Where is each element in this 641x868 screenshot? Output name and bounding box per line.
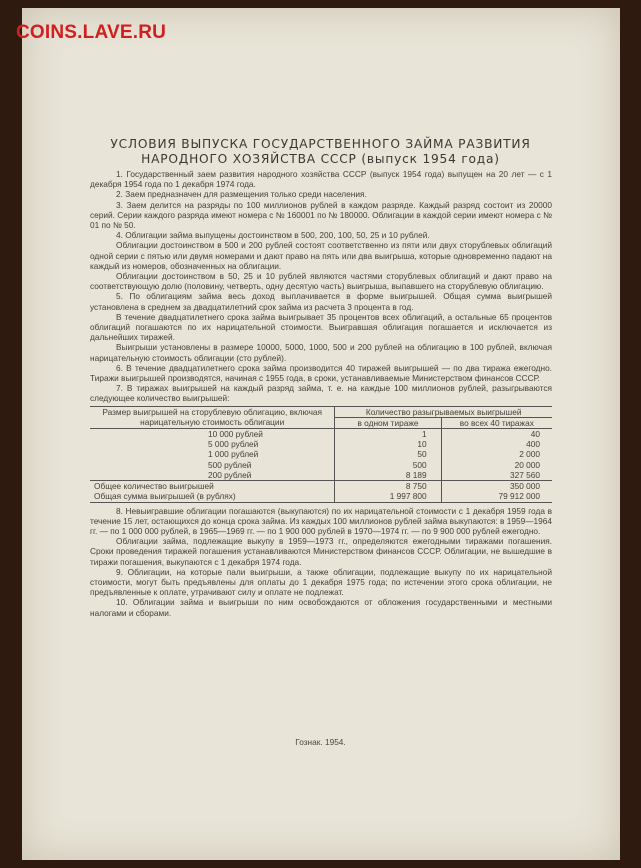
paragraph: Облигации достоинством в 50, 25 и 10 рублей являются частями сторублевых облигаций и дают право на соответствующую долю (половину, четверть, одну десятую часть) выигрыша, выпавшего на сторублевую облигацию. <box>90 271 552 292</box>
table-row <box>90 449 552 459</box>
paragraph: Облигации займа, подлежащие выкупу в 1959—1973 гг., определяются ежегодными тиражами погашения. Сроки проведения тиражей погашения устанавливаются Министерством финансов СССР. Облигации, не вышедшие в тиражи погашения, выкупаются с 1 декабря 1974 года. <box>90 536 552 567</box>
all-draws-cell: 350 000 <box>441 481 552 492</box>
title-line-1: УСЛОВИЯ ВЫПУСКА ГОСУДАРСТВЕННОГО ЗАЙМА РАЗВИТИЯ <box>110 137 531 151</box>
paragraph: 3. Заем делится на разряды по 100 миллионов рублей в каждом разряде. Каждый разряд состоит из 20000 серий. Серии каждого разряда имеют номера с № 160001 по № 180000. Облигации в каждой серии имеют номера с № 01 по № 50. <box>90 199 552 231</box>
paragraph: 10. Облигации займа и выигрыши по ним освобождаются от обложения государственными и местными налогами и сборами. <box>90 597 552 618</box>
paragraph: 1. Государственный заем развития народного хозяйства СССР (выпуск 1954 года) выпущен на 20 лет — с 1 декабря 1954 года по 1 декабря 1974 года. <box>90 169 552 190</box>
paragraph: 4. Облигации займа выпущены достоинством в 500, 200, 100, 50, 25 и 10 рублей. <box>116 230 430 241</box>
paragraph: В течение двадцатилетнего срока займа выигрывает 35 процентов всех облигаций, а остальные 65 процентов облигаций погашаются по их нарицательной стоимости. Выигравшая облигация погашается и исключается из дальнейших тиражей. <box>90 311 552 343</box>
prize-size-header: Размер выигрышей на сторублевую облигацию, включая нарицательную стоимость облигации <box>90 406 335 428</box>
paragraph: 7. В тиражах выигрышей на каждый разряд займа, т. е. на каждые 100 миллионов рублей, разыгрываются следующее количество выигрышей: <box>90 383 552 404</box>
table-row <box>90 429 552 440</box>
prize-size-cell: 1 000 рублей <box>90 449 335 459</box>
site-watermark: COINS.LAVE.RU <box>16 22 167 43</box>
paragraph: Выигрыши установлены в размере 10000, 5000, 1000, 500 и 200 рублей на облигацию в 100 рублей, включая нарицательную стоимость облигации (сто рублей). <box>90 342 552 363</box>
per-draw-cell: 1 997 800 <box>335 491 441 502</box>
all-draws-cell: 327 560 <box>510 469 540 480</box>
per-draw-cell: 50 <box>335 449 441 459</box>
prize-count-header: Количество разыгрываемых выигрышей <box>335 406 552 417</box>
all-draws-cell: 79 912 000 <box>441 491 552 502</box>
paragraph: 9. Облигации, на которые пали выигрыши, а также облигации, подлежащие выкупу по их нарицательной стоимости, могут быть предъявлены для оплаты до 1 декабря 1975 года; по истечении этого срока облигации, не предъявленные к оплате, утрачивают силу и оплате не подлежат. <box>90 566 552 598</box>
per-draw-cell: 500 <box>335 460 441 470</box>
paragraph: 5. По облигациям займа весь доход выплачивается в форме выигрышей. Общая сумма выигрышей установлена в среднем за двадцатилетний срок займа из расчета 3 процента в год. <box>90 291 552 312</box>
prize-size-cell: 10 000 рублей <box>90 429 335 440</box>
per-draw-header: в одном тираже <box>335 417 441 428</box>
all-draws-cell: 2 000 <box>519 449 540 460</box>
all-draws-cell: 40 <box>530 429 540 440</box>
total-row <box>90 491 552 502</box>
table-row <box>90 439 552 449</box>
paragraph: 8. Невыигравшие облигации погашаются (выкупаются) по их нарицательной стоимости с 1 декабря 1959 года в течение 15 лет, остающихся до конца срока займа. Из каждых 100 миллионов рублей займа выкупаются: в 1959—1964 гг. — по 1 000 000 рублей, в 1965—1969 гг. — по 1 900 000 рублей в 1970—1974 гг. — по 9 900 000 рублей ежегодно. <box>90 505 552 536</box>
total-label: Общая сумма выигрышей (в рублях) <box>90 491 335 502</box>
table-row <box>90 470 552 481</box>
total-row <box>90 481 552 492</box>
paragraph: Облигации достоинством в 500 и 200 рублей состоят соответственно из пяти или двух сторублевых облигаций одной серии с пятью или двумя номерами и дают право на пять или два выигрыша, которые одновременно падают на каждый из номеров, обозначенных на облигации. <box>90 240 552 271</box>
prize-size-cell: 500 рублей <box>90 460 335 470</box>
all-draws-cell: 400 <box>526 439 540 450</box>
all-draws-cell: 20 000 <box>514 459 540 470</box>
printer-imprint: Гознак. 1954. <box>295 737 346 747</box>
paragraph: 6. В течение двадцатилетнего срока займа производится 40 тиражей выигрышей — по два тиража ежегодно. Тиражи выигрышей производятся, начиная с 1955 года, в сроки, устанавливаемые Министерством финансов СССР. <box>90 362 552 384</box>
prize-size-cell: 5 000 рублей <box>90 439 335 449</box>
prize-table <box>90 406 552 503</box>
table-row <box>90 460 552 470</box>
prize-size-cell: 200 рублей <box>90 470 335 481</box>
conditions-text <box>90 169 552 618</box>
per-draw-cell: 8 750 <box>335 481 441 492</box>
all-draws-header: во всех 40 тиражах <box>441 417 552 428</box>
paragraph: 2. Заем предназначен для размещения только среди населения. <box>116 189 367 200</box>
title-line-2: НАРОДНОГО ХОЗЯЙСТВА СССР (выпуск 1954 года) <box>141 152 500 166</box>
per-draw-cell: 10 <box>335 439 441 449</box>
per-draw-cell: 1 <box>335 429 441 440</box>
per-draw-cell: 8 189 <box>335 470 441 481</box>
total-label: Общее количество выигрышей <box>90 481 335 492</box>
